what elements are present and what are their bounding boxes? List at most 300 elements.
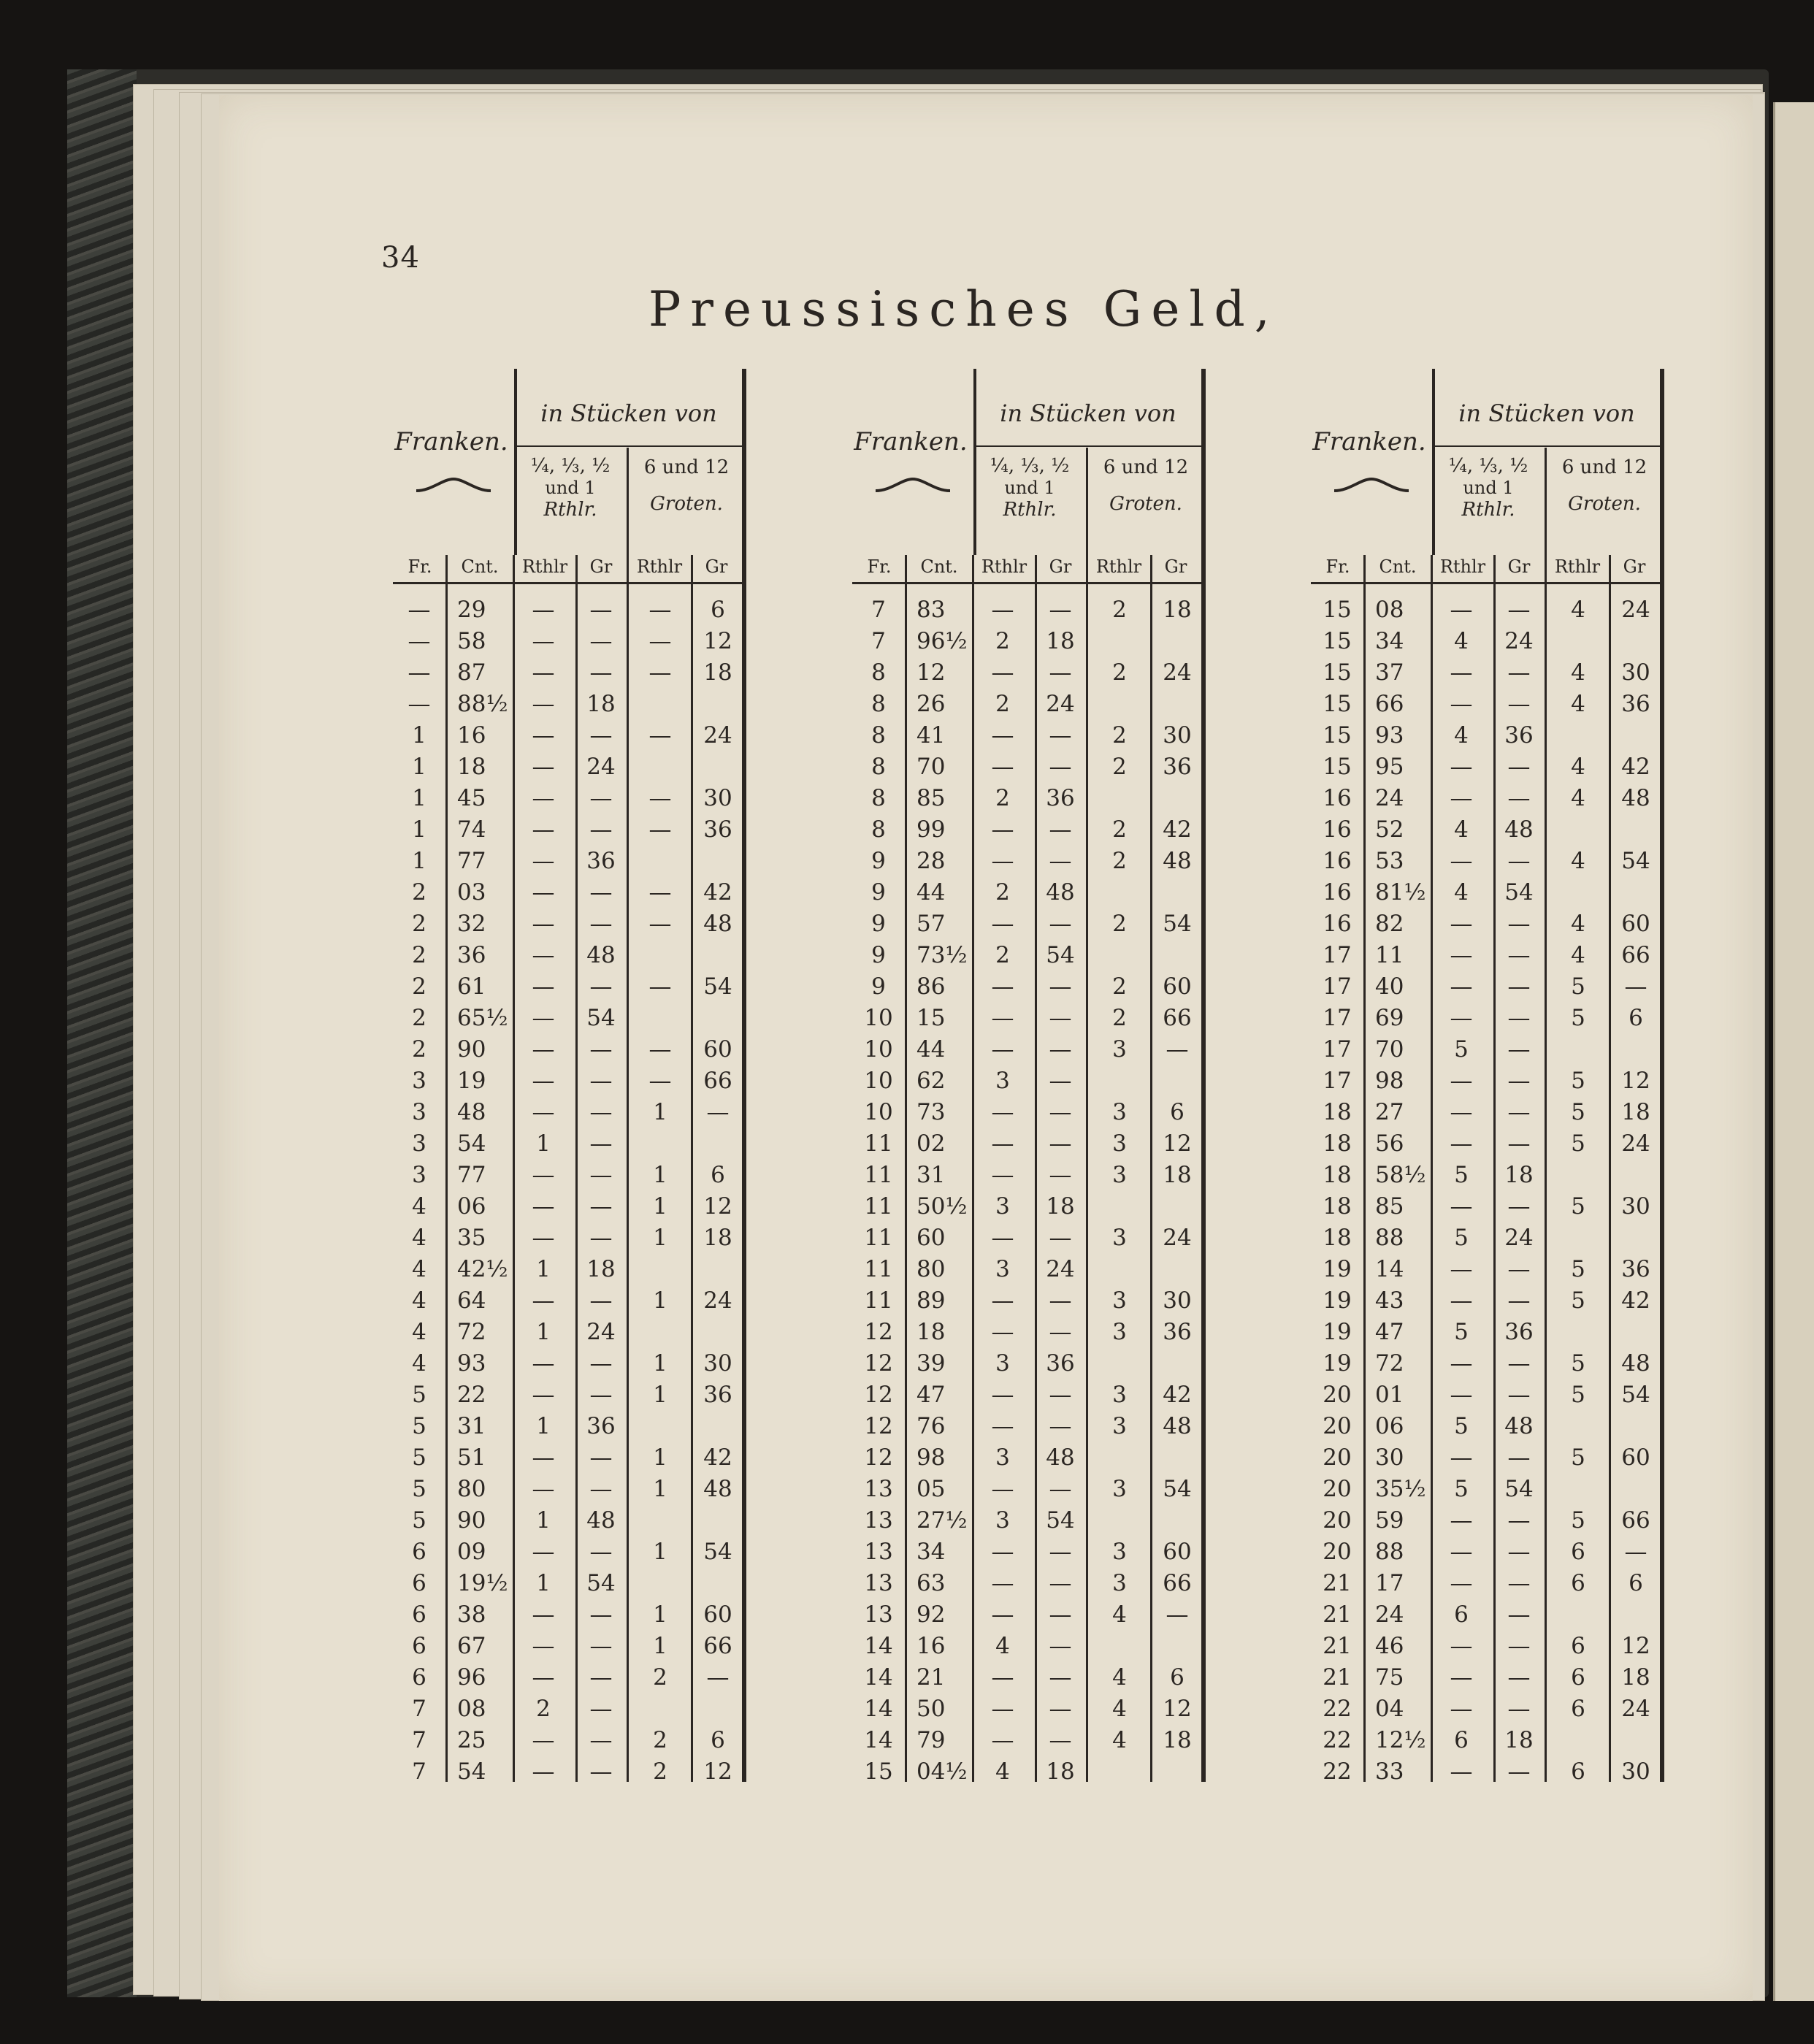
cell-gr-coin: 24 <box>1046 1256 1075 1282</box>
table-row <box>1311 909 1661 941</box>
cell-franken: 9 <box>871 879 886 906</box>
cell-gr-coin: — <box>589 1099 613 1125</box>
cell-gr-coin: — <box>1049 1130 1072 1157</box>
cell-franken: 20 <box>1323 1507 1352 1534</box>
table-row <box>852 1349 1203 1380</box>
book-spine <box>67 69 137 1997</box>
cell-gr-coin: 36 <box>1504 1319 1534 1345</box>
cell-centimes: 58 <box>457 628 486 654</box>
cell-gr-groten: 24 <box>703 1287 732 1314</box>
cell-centimes: 93 <box>457 1350 486 1377</box>
cell-gr-coin: 54 <box>1504 1476 1534 1502</box>
page-number: 34 <box>381 241 420 275</box>
rthlr-text: Rthlr. <box>1461 499 1515 521</box>
cell-rthlr-coin: — <box>1450 1633 1473 1659</box>
cell-gr-coin: — <box>1049 1476 1072 1502</box>
table-row <box>1311 1569 1661 1600</box>
cell-franken: 13 <box>864 1476 893 1502</box>
cell-franken: 4 <box>412 1225 426 1251</box>
col-rthlr: Rthlr <box>1095 556 1142 577</box>
cell-gr-groten: 18 <box>703 1225 732 1251</box>
cell-centimes: 86 <box>916 973 946 1000</box>
cell-gr-coin: — <box>1507 1601 1531 1628</box>
cell-gr-coin: 36 <box>1046 1350 1075 1377</box>
cell-franken: 13 <box>864 1570 893 1596</box>
cell-rthlr-coin: — <box>532 1005 555 1031</box>
table-row <box>852 1474 1203 1506</box>
cell-gr-groten: — <box>1166 1036 1189 1063</box>
cell-rthlr-groten: 2 <box>1112 911 1127 937</box>
col-fr: Fr. <box>867 556 892 577</box>
table-row <box>393 1286 743 1317</box>
table-row <box>393 1129 743 1160</box>
cell-gr-coin: 48 <box>1046 1444 1075 1471</box>
table-row <box>1311 689 1661 721</box>
cell-gr-groten: 48 <box>1163 1413 1192 1439</box>
cell-rthlr-coin: — <box>1450 1350 1473 1377</box>
cell-centimes: 16 <box>457 722 486 749</box>
cell-gr-coin: — <box>1507 848 1531 874</box>
cell-rthlr-coin: — <box>1450 1256 1473 1282</box>
cell-franken: 18 <box>1323 1130 1352 1157</box>
table-row <box>1311 1223 1661 1255</box>
cell-rthlr-groten: 6 <box>1571 1696 1585 1722</box>
col-cnt: Cnt. <box>1379 556 1417 577</box>
cell-rthlr-coin: — <box>532 1664 555 1691</box>
cell-rthlr-coin: — <box>1450 1068 1473 1094</box>
rthlr-text: Rthlr. <box>543 499 597 521</box>
cell-centimes: 67 <box>457 1633 486 1659</box>
cell-rthlr-coin: 5 <box>1454 1476 1469 1502</box>
cell-gr-coin: — <box>589 785 613 811</box>
cell-franken: 2 <box>412 942 426 968</box>
cell-rthlr-coin: — <box>532 1476 555 1502</box>
cell-centimes: 77 <box>457 1162 486 1188</box>
cell-gr-coin: — <box>1049 1413 1072 1439</box>
table-row <box>852 1663 1203 1694</box>
cell-gr-groten: 6 <box>1629 1005 1643 1031</box>
table-row <box>393 1600 743 1631</box>
cell-rthlr-coin: — <box>1450 1193 1473 1220</box>
table-row <box>852 1569 1203 1600</box>
cell-rthlr-coin: — <box>991 1162 1014 1188</box>
cell-franken: 17 <box>1323 973 1352 1000</box>
header-rule <box>976 445 1201 447</box>
cell-franken: 7 <box>871 597 886 623</box>
table-row <box>393 752 743 784</box>
cell-rthlr-coin: 3 <box>995 1068 1010 1094</box>
cell-rthlr-coin: — <box>1450 1130 1473 1157</box>
cell-gr-coin: — <box>589 1758 613 1785</box>
table-row <box>1311 815 1661 846</box>
cell-centimes: 87 <box>457 659 486 686</box>
cell-franken: 6 <box>412 1601 426 1628</box>
table-row <box>1311 1066 1661 1098</box>
table-row <box>1311 878 1661 909</box>
table-row <box>852 815 1203 846</box>
cell-gr-coin: — <box>1049 1068 1072 1094</box>
cell-gr-coin: 48 <box>586 1507 616 1534</box>
cell-gr-groten: 36 <box>1163 1319 1192 1345</box>
cell-rthlr-groten: 1 <box>653 1382 667 1408</box>
cell-gr-groten: 54 <box>703 1539 732 1565</box>
cell-gr-coin: — <box>589 1601 613 1628</box>
cell-rthlr-coin: — <box>991 1727 1014 1753</box>
cell-franken: 14 <box>864 1633 893 1659</box>
cell-rthlr-coin: — <box>1450 973 1473 1000</box>
table-row <box>393 1537 743 1569</box>
table-row <box>852 1726 1203 1757</box>
cell-gr-groten: 12 <box>1621 1633 1650 1659</box>
cell-centimes: 80 <box>457 1476 486 1502</box>
cell-franken: 16 <box>1323 816 1352 843</box>
cell-centimes: 89 <box>916 1287 946 1314</box>
cell-franken: 11 <box>864 1130 893 1157</box>
cell-gr-coin: — <box>589 879 613 906</box>
table-row <box>852 689 1203 721</box>
table-row <box>852 972 1203 1003</box>
cell-franken: 11 <box>864 1287 893 1314</box>
fractions-text: ¼, ⅓, ½ <box>990 455 1070 477</box>
cell-rthlr-groten: 5 <box>1571 973 1585 1000</box>
header-groten <box>1549 455 1660 516</box>
col-rthlr: Rthlr <box>981 556 1027 577</box>
table-row <box>852 1129 1203 1160</box>
header-franken: Franken. <box>1312 427 1426 456</box>
cell-rthlr-coin: — <box>1450 848 1473 874</box>
cell-rthlr-groten: 2 <box>1112 722 1127 749</box>
cell-gr-coin: — <box>1507 1256 1531 1282</box>
table-rows <box>393 595 743 1788</box>
cell-rthlr-groten: 5 <box>1571 1256 1585 1282</box>
cell-rthlr-coin: — <box>991 1476 1014 1502</box>
cell-gr-groten: 66 <box>1621 942 1650 968</box>
cell-rthlr-coin: — <box>991 754 1014 780</box>
cell-rthlr-coin: — <box>991 1696 1014 1722</box>
cell-rthlr-groten: 4 <box>1571 911 1585 937</box>
cell-rthlr-groten: 6 <box>1571 1570 1585 1596</box>
header-franken: Franken. <box>394 427 508 456</box>
cell-centimes: 03 <box>457 879 486 906</box>
cell-rthlr-coin: 4 <box>1454 628 1469 654</box>
cell-franken: 13 <box>864 1539 893 1565</box>
cell-gr-groten: 54 <box>1621 1382 1650 1408</box>
cell-franken: 22 <box>1323 1727 1352 1753</box>
cell-gr-coin: — <box>1049 911 1072 937</box>
cell-rthlr-groten: — <box>648 785 672 811</box>
cell-rthlr-coin: — <box>532 1099 555 1125</box>
table-row <box>393 878 743 909</box>
table-row <box>1311 1537 1661 1569</box>
cell-gr-coin: — <box>1507 1633 1531 1659</box>
fractions-text: ¼, ⅓, ½ <box>530 455 611 477</box>
cell-franken: 10 <box>864 1099 893 1125</box>
cell-rthlr-groten: 5 <box>1571 1507 1585 1534</box>
cell-franken: 12 <box>864 1444 893 1471</box>
cell-gr-coin: — <box>1049 1664 1072 1691</box>
cell-rthlr-groten: 3 <box>1112 1099 1127 1125</box>
cell-rthlr-coin: — <box>991 1413 1014 1439</box>
cell-gr-coin: — <box>1049 1539 1072 1565</box>
cell-centimes: 96 <box>457 1664 486 1691</box>
cell-rthlr-groten: 3 <box>1112 1162 1127 1188</box>
cell-rthlr-groten: — <box>648 816 672 843</box>
cell-franken: 2 <box>412 879 426 906</box>
cell-centimes: 29 <box>457 597 486 623</box>
cell-franken: 8 <box>871 691 886 717</box>
cell-centimes: 46 <box>1375 1633 1404 1659</box>
cell-gr-groten: 30 <box>1621 1758 1650 1785</box>
cell-gr-coin: 36 <box>1046 785 1075 811</box>
groten-top-text: 6 und 12 <box>643 456 730 478</box>
cell-gr-coin: — <box>1049 1319 1072 1345</box>
cell-rthlr-groten: 4 <box>1571 785 1585 811</box>
cell-gr-coin: — <box>589 1130 613 1157</box>
cell-rthlr-coin: 3 <box>995 1507 1010 1534</box>
header-groten <box>631 455 742 516</box>
cell-rthlr-coin: — <box>1450 1287 1473 1314</box>
cell-gr-coin: — <box>1507 1696 1531 1722</box>
cell-rthlr-groten: — <box>648 973 672 1000</box>
col-gr: Gr <box>705 556 728 577</box>
brace-ornament-icon <box>873 475 953 495</box>
cell-gr-coin: — <box>589 1036 613 1063</box>
cell-centimes: 08 <box>1375 597 1404 623</box>
table-row <box>1311 784 1661 815</box>
header-rule <box>1435 445 1660 447</box>
header-divider <box>1432 369 1435 555</box>
cell-gr-groten: 42 <box>703 1444 732 1471</box>
cell-gr-coin: — <box>1049 1287 1072 1314</box>
table-row <box>393 1506 743 1537</box>
cell-rthlr-coin: — <box>532 1539 555 1565</box>
cell-rthlr-coin: — <box>1450 1005 1473 1031</box>
cell-gr-groten: 42 <box>1163 1382 1192 1408</box>
col-rthlr: Rthlr <box>636 556 683 577</box>
table-row <box>393 1003 743 1035</box>
cell-franken: 10 <box>864 1068 893 1094</box>
cell-centimes: 38 <box>457 1601 486 1628</box>
cell-rthlr-coin: 6 <box>1454 1727 1469 1753</box>
table-row <box>393 689 743 721</box>
cell-gr-groten: 18 <box>1621 1664 1650 1691</box>
cell-franken: 18 <box>1323 1162 1352 1188</box>
header-fractions <box>975 455 1084 521</box>
cell-rthlr-groten: — <box>648 628 672 654</box>
cell-gr-groten: 42 <box>703 879 732 906</box>
cell-franken: 10 <box>864 1036 893 1063</box>
cell-franken: 21 <box>1323 1570 1352 1596</box>
cell-rthlr-coin: — <box>1450 1570 1473 1596</box>
cell-gr-coin: 18 <box>586 1256 616 1282</box>
cell-gr-groten: 12 <box>703 1758 732 1785</box>
col-fr: Fr. <box>1325 556 1350 577</box>
cell-gr-groten: 36 <box>1163 754 1192 780</box>
cell-rthlr-groten: 5 <box>1571 1382 1585 1408</box>
cell-centimes: 82 <box>1375 911 1404 937</box>
cell-centimes: 12½ <box>1375 1727 1426 1753</box>
cell-gr-coin: 36 <box>586 1413 616 1439</box>
cell-centimes: 76 <box>916 1413 946 1439</box>
cell-centimes: 90 <box>457 1036 486 1063</box>
table-row <box>852 1757 1203 1788</box>
cell-franken: 8 <box>871 754 886 780</box>
cell-centimes: 72 <box>1375 1350 1404 1377</box>
table-row <box>1311 721 1661 752</box>
table-row <box>852 1286 1203 1317</box>
und-text: und 1 <box>1463 478 1514 498</box>
cell-centimes: 56 <box>1375 1130 1404 1157</box>
cell-centimes: 59 <box>1375 1507 1404 1534</box>
cell-gr-coin: — <box>589 1287 613 1314</box>
cell-gr-coin: 48 <box>1504 816 1534 843</box>
cell-gr-groten: 30 <box>1163 722 1192 749</box>
cell-gr-groten: — <box>1624 973 1647 1000</box>
cell-gr-coin: 48 <box>1504 1413 1534 1439</box>
cell-centimes: 98 <box>916 1444 946 1471</box>
table-row <box>393 1726 743 1757</box>
cell-gr-coin: — <box>589 1664 613 1691</box>
cell-rthlr-coin: — <box>1450 1664 1473 1691</box>
cell-franken: 3 <box>412 1162 426 1188</box>
cell-centimes: 36 <box>457 942 486 968</box>
table-row <box>1311 1506 1661 1537</box>
table-row <box>393 1474 743 1506</box>
cell-centimes: 60 <box>916 1225 946 1251</box>
cell-gr-coin: 18 <box>1504 1162 1534 1188</box>
table-row <box>852 658 1203 689</box>
cell-centimes: 19 <box>457 1068 486 1094</box>
table-row <box>1311 1631 1661 1663</box>
table-row <box>1311 1694 1661 1726</box>
header-franken: Franken. <box>854 427 968 456</box>
table-row <box>1311 1474 1661 1506</box>
cell-centimes: 24 <box>1375 785 1404 811</box>
cell-rthlr-coin: 2 <box>995 785 1010 811</box>
cell-gr-coin: 36 <box>586 848 616 874</box>
cell-franken: 11 <box>864 1225 893 1251</box>
cell-rthlr-coin: — <box>532 722 555 749</box>
cell-franken: 2 <box>412 1036 426 1063</box>
cell-centimes: 73½ <box>916 942 968 968</box>
header-in-stucken-von: in Stücken von <box>1000 399 1176 427</box>
cell-franken: — <box>407 659 431 686</box>
cell-gr-groten: 36 <box>1621 691 1650 717</box>
cell-rthlr-coin: — <box>991 1664 1014 1691</box>
cell-centimes: 19½ <box>457 1570 508 1596</box>
und-text: und 1 <box>1004 478 1055 498</box>
table-row <box>852 941 1203 972</box>
cell-rthlr-coin: — <box>991 1319 1014 1345</box>
table-row <box>852 1098 1203 1129</box>
cell-rthlr-coin: — <box>1450 754 1473 780</box>
cell-rthlr-groten: — <box>648 911 672 937</box>
table-row <box>1311 1317 1661 1349</box>
table-row <box>852 1035 1203 1066</box>
cell-gr-groten: 48 <box>1621 785 1650 811</box>
cell-rthlr-coin: — <box>991 1036 1014 1063</box>
cell-rthlr-groten: 3 <box>1112 1287 1127 1314</box>
table-row <box>1311 1412 1661 1443</box>
table-row <box>1311 1098 1661 1129</box>
cell-franken: 9 <box>871 848 886 874</box>
cell-franken: 1 <box>412 816 426 843</box>
cell-gr-coin: — <box>589 911 613 937</box>
cell-rthlr-coin: — <box>532 1758 555 1785</box>
cell-franken: 6 <box>412 1633 426 1659</box>
cell-centimes: 65½ <box>457 1005 508 1031</box>
header-fractions <box>1434 455 1543 521</box>
table-row <box>852 878 1203 909</box>
cell-rthlr-groten: 5 <box>1571 1350 1585 1377</box>
cell-gr-coin: 18 <box>586 691 616 717</box>
cell-gr-coin: — <box>1507 1382 1531 1408</box>
cell-gr-groten: 30 <box>1621 1193 1650 1220</box>
cell-gr-groten: 54 <box>703 973 732 1000</box>
cell-rthlr-groten: — <box>648 722 672 749</box>
cell-gr-groten: 60 <box>1163 973 1192 1000</box>
cell-rthlr-groten: 2 <box>653 1758 667 1785</box>
cell-franken: 4 <box>412 1256 426 1282</box>
cell-franken: 2 <box>412 1005 426 1031</box>
cell-rthlr-coin: — <box>991 1539 1014 1565</box>
cell-franken: 15 <box>1323 659 1352 686</box>
cell-centimes: 04 <box>1375 1696 1404 1722</box>
cell-gr-coin: — <box>589 973 613 1000</box>
cell-gr-coin: — <box>589 659 613 686</box>
cell-rthlr-coin: — <box>532 597 555 623</box>
cell-gr-coin: — <box>1507 1570 1531 1596</box>
cell-gr-coin: 36 <box>1504 722 1534 749</box>
cell-centimes: 27 <box>1375 1099 1404 1125</box>
cell-centimes: 88½ <box>457 691 508 717</box>
cell-gr-groten: 6 <box>711 1727 725 1753</box>
cell-rthlr-groten: 4 <box>1112 1696 1127 1722</box>
cell-gr-groten: 60 <box>703 1036 732 1063</box>
cell-gr-groten: 18 <box>1163 1162 1192 1188</box>
cell-centimes: 47 <box>916 1382 946 1408</box>
table-row <box>1311 1255 1661 1286</box>
cell-gr-coin: — <box>1507 1350 1531 1377</box>
cell-rthlr-coin: 1 <box>536 1130 551 1157</box>
cell-rthlr-coin: — <box>1450 659 1473 686</box>
cell-rthlr-groten: 1 <box>653 1539 667 1565</box>
cell-franken: 8 <box>871 722 886 749</box>
cell-rthlr-coin: 4 <box>1454 879 1469 906</box>
table-rows <box>1311 595 1661 1788</box>
cell-rthlr-groten: 4 <box>1112 1664 1127 1691</box>
cell-franken: 15 <box>864 1758 893 1785</box>
cell-gr-coin: — <box>1049 848 1072 874</box>
cell-centimes: 14 <box>1375 1256 1404 1282</box>
table-row <box>852 1160 1203 1192</box>
table-row <box>393 1317 743 1349</box>
table-row <box>1311 1160 1661 1192</box>
cell-gr-groten: 12 <box>703 628 732 654</box>
cell-franken: 7 <box>871 628 886 654</box>
cell-franken: 11 <box>864 1162 893 1188</box>
col-gr: Gr <box>1623 556 1646 577</box>
table-row <box>1311 1663 1661 1694</box>
cell-franken: 14 <box>864 1727 893 1753</box>
table-row <box>393 1663 743 1694</box>
table-row <box>393 1380 743 1412</box>
table-row <box>393 1443 743 1474</box>
cell-centimes: 32 <box>457 911 486 937</box>
cell-rthlr-coin: 1 <box>536 1570 551 1596</box>
cell-rthlr-coin: — <box>1450 1444 1473 1471</box>
cell-gr-coin: 24 <box>1504 628 1534 654</box>
